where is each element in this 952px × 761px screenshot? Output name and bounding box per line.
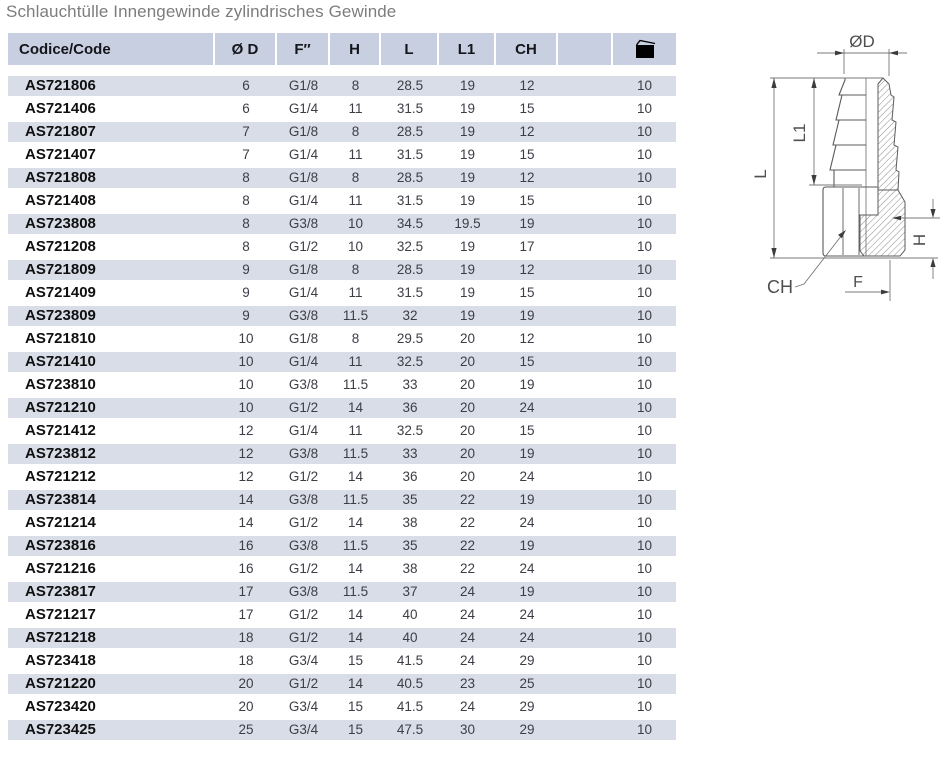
cell-l1: 20 — [459, 400, 476, 415]
table-row — [8, 76, 676, 96]
header-l1: L1 — [439, 33, 496, 65]
cell-h: 14 — [347, 607, 364, 622]
table-row — [8, 260, 676, 280]
cell-l1: 19 — [459, 78, 476, 93]
cell-qty: 10 — [636, 308, 653, 323]
cell-l1: 19 — [459, 124, 476, 139]
cell-l: 35 — [402, 538, 418, 553]
cell-d: 9 — [242, 285, 250, 300]
cell-code: AS723809 — [25, 307, 96, 324]
cell-qty: 10 — [636, 607, 653, 622]
cell-h: 11 — [348, 147, 363, 162]
cell-code: AS721406 — [25, 100, 96, 117]
table-row — [8, 421, 676, 441]
cell-code: AS721410 — [25, 353, 96, 370]
cell-l1: 19 — [459, 193, 476, 208]
header-thread: F″ — [277, 33, 330, 65]
cell-qty: 10 — [636, 492, 653, 507]
cell-qty: 10 — [636, 630, 653, 645]
cell-l: 28.5 — [396, 170, 424, 185]
cell-code: AS721217 — [25, 606, 96, 623]
cell-qty: 10 — [636, 653, 653, 668]
cell-qty: 10 — [636, 699, 653, 714]
cell-f: G3/8 — [288, 308, 319, 323]
cell-qty: 10 — [636, 216, 653, 231]
cell-qty: 10 — [636, 584, 653, 599]
cell-ch: 15 — [519, 423, 535, 438]
cell-qty: 10 — [636, 331, 653, 346]
cell-l: 40 — [402, 607, 418, 622]
cell-l1: 24 — [459, 699, 476, 714]
dimension-table — [8, 33, 676, 743]
cell-ch: 19 — [519, 492, 535, 507]
cell-code: AS721214 — [25, 514, 96, 531]
cell-code: AS721218 — [25, 629, 96, 646]
table-row — [8, 697, 676, 717]
cell-code: AS723812 — [25, 445, 96, 462]
cell-d: 16 — [238, 538, 254, 553]
cell-f: G1/2 — [288, 515, 319, 530]
cell-d: 17 — [238, 607, 254, 622]
cell-f: G1/8 — [288, 124, 319, 139]
cell-ch: 24 — [519, 469, 535, 484]
cell-d: 16 — [238, 561, 254, 576]
cell-qty: 10 — [636, 561, 653, 576]
cell-d: 25 — [238, 722, 254, 737]
cell-code: AS723816 — [25, 537, 96, 554]
cell-code: AS721409 — [25, 284, 96, 301]
cell-l1: 24 — [459, 630, 476, 645]
cell-code: AS721408 — [25, 192, 96, 209]
cell-f: G1/4 — [288, 193, 319, 208]
cell-d: 8 — [242, 216, 250, 231]
table-row — [8, 191, 676, 211]
cell-d: 18 — [238, 630, 254, 645]
cell-ch: 15 — [519, 147, 535, 162]
dim-label-l1: L1 — [790, 123, 809, 143]
table-row — [8, 467, 676, 487]
cell-code: AS723817 — [25, 583, 96, 600]
cell-code: AS721806 — [25, 77, 96, 94]
cell-l1: 19 — [459, 147, 476, 162]
cell-l: 31.5 — [396, 101, 424, 116]
cell-l1: 19 — [459, 262, 476, 277]
cell-l: 31.5 — [396, 193, 424, 208]
cell-l1: 19 — [459, 285, 476, 300]
cell-ch: 15 — [519, 101, 535, 116]
cell-qty: 10 — [636, 377, 653, 392]
table-row — [8, 605, 676, 625]
cell-l: 41.5 — [396, 699, 424, 714]
cell-qty: 10 — [636, 722, 653, 737]
cell-h: 11 — [348, 193, 363, 208]
cell-f: G1/2 — [288, 469, 319, 484]
carton-box-icon — [632, 38, 658, 60]
cell-ch: 12 — [519, 78, 535, 93]
cell-l1: 22 — [459, 492, 476, 507]
header-packaging — [613, 33, 676, 65]
cell-f: G1/4 — [288, 423, 319, 438]
cell-d: 14 — [238, 492, 254, 507]
cell-d: 10 — [238, 354, 254, 369]
cell-h: 15 — [347, 653, 364, 668]
cell-l1: 22 — [459, 538, 476, 553]
table-row — [8, 651, 676, 671]
cell-d: 12 — [238, 469, 254, 484]
cell-ch: 15 — [519, 354, 535, 369]
cell-d: 7 — [242, 124, 250, 139]
cell-h: 10 — [347, 216, 364, 231]
cell-qty: 10 — [636, 446, 653, 461]
cell-h: 11.5 — [342, 584, 369, 599]
cell-l: 31.5 — [396, 147, 424, 162]
cell-ch: 19 — [519, 377, 535, 392]
cell-qty: 10 — [636, 469, 653, 484]
cell-h: 15 — [347, 722, 364, 737]
cell-ch: 12 — [519, 331, 535, 346]
table-row — [8, 444, 676, 464]
cell-l1: 20 — [459, 446, 476, 461]
cell-h: 14 — [347, 561, 364, 576]
table-row — [8, 214, 676, 234]
cell-d: 8 — [242, 239, 250, 254]
technical-drawing — [742, 0, 952, 310]
table-row — [8, 720, 676, 740]
cell-l: 32.5 — [396, 239, 424, 254]
cell-f: G3/4 — [288, 699, 319, 714]
cell-d: 20 — [238, 699, 254, 714]
cell-ch: 19 — [519, 308, 535, 323]
table-row — [8, 122, 676, 142]
cell-l: 31.5 — [396, 285, 424, 300]
cell-qty: 10 — [636, 400, 653, 415]
table-row — [8, 559, 676, 579]
cell-code: AS721808 — [25, 169, 96, 186]
header-code: Codice/Code — [8, 33, 215, 65]
cell-h: 11 — [348, 354, 363, 369]
cell-ch: 15 — [519, 193, 535, 208]
cell-l1: 20 — [459, 354, 476, 369]
cell-h: 14 — [347, 469, 364, 484]
cell-d: 18 — [238, 653, 254, 668]
cell-code: AS721210 — [25, 399, 96, 416]
cell-f: G1/2 — [288, 239, 319, 254]
cell-h: 10 — [347, 239, 364, 254]
table-row — [8, 536, 676, 556]
table-row — [8, 306, 676, 326]
dim-label-l: L — [751, 169, 770, 179]
cell-code: AS721212 — [25, 468, 96, 485]
table-body — [8, 76, 676, 740]
cell-h: 11.5 — [342, 492, 369, 507]
cell-h: 8 — [351, 124, 360, 139]
dim-label-h: H — [910, 233, 929, 247]
cell-l: 40 — [402, 630, 418, 645]
cell-code: AS721412 — [25, 422, 96, 439]
cell-ch: 17 — [519, 239, 535, 254]
table-row — [8, 375, 676, 395]
cell-h: 8 — [351, 331, 360, 346]
cell-ch: 29 — [519, 653, 535, 668]
cell-d: 12 — [238, 423, 254, 438]
cell-code: AS721220 — [25, 675, 96, 692]
cell-h: 8 — [351, 262, 360, 277]
cell-d: 7 — [242, 147, 250, 162]
cell-f: G3/8 — [288, 584, 319, 599]
cell-h: 11 — [348, 423, 363, 438]
cell-qty: 10 — [636, 354, 653, 369]
table-row — [8, 237, 676, 257]
cell-qty: 10 — [636, 676, 653, 691]
cell-qty: 10 — [636, 170, 653, 185]
cell-qty: 10 — [636, 423, 653, 438]
cell-f: G3/8 — [288, 492, 319, 507]
cell-qty: 10 — [636, 538, 653, 553]
cell-code: AS721407 — [25, 146, 96, 163]
cell-h: 11.5 — [342, 308, 369, 323]
page-title: Schlauchtülle Innengewinde zylindrisches Gewinde — [6, 2, 397, 21]
cell-l: 38 — [402, 561, 418, 576]
thread-section-hatch — [860, 190, 905, 256]
cell-l1: 19 — [459, 170, 476, 185]
cell-f: G3/8 — [288, 538, 319, 553]
cell-f: G1/4 — [288, 147, 319, 162]
cell-qty: 10 — [636, 515, 653, 530]
header-h: H — [330, 33, 381, 65]
cell-l1: 19 — [459, 239, 476, 254]
cell-code: AS721807 — [25, 123, 96, 140]
cell-l: 28.5 — [396, 78, 424, 93]
cell-f: G1/2 — [288, 607, 319, 622]
cell-l: 28.5 — [396, 124, 424, 139]
cell-d: 20 — [238, 676, 254, 691]
cell-code: AS723808 — [25, 215, 96, 232]
cell-l: 32.5 — [396, 423, 424, 438]
cell-h: 14 — [347, 400, 364, 415]
cell-l: 34.5 — [396, 216, 424, 231]
cell-d: 10 — [238, 400, 254, 415]
cell-d: 12 — [238, 446, 254, 461]
cell-l: 37 — [402, 584, 418, 599]
cell-f: G1/4 — [288, 285, 319, 300]
table-row — [8, 398, 676, 418]
cell-l: 32 — [402, 308, 418, 323]
cell-f: G1/4 — [288, 101, 319, 116]
cell-ch: 24 — [519, 400, 535, 415]
cell-code: AS721216 — [25, 560, 96, 577]
cell-qty: 10 — [636, 239, 653, 254]
cell-l: 38 — [402, 515, 418, 530]
cell-l1: 22 — [459, 561, 476, 576]
cell-code: AS723420 — [25, 698, 96, 715]
cell-l1: 20 — [459, 423, 476, 438]
cell-ch: 19 — [519, 538, 535, 553]
cell-d: 6 — [242, 78, 250, 93]
cell-l1: 20 — [459, 331, 476, 346]
cell-f: G3/8 — [288, 377, 319, 392]
cell-h: 11.5 — [342, 446, 369, 461]
cell-f: G3/4 — [288, 722, 319, 737]
dim-label-od: ØD — [849, 32, 875, 51]
table-row — [8, 513, 676, 533]
cell-h: 15 — [347, 699, 364, 714]
table-row — [8, 283, 676, 303]
table-header-row — [8, 33, 676, 65]
cell-qty: 10 — [636, 101, 653, 116]
cell-f: G1/8 — [288, 170, 319, 185]
cell-ch: 12 — [519, 124, 535, 139]
cell-qty: 10 — [636, 147, 653, 162]
cell-l: 41.5 — [396, 653, 424, 668]
cell-h: 11 — [348, 285, 363, 300]
header-empty — [558, 33, 613, 65]
cell-h: 8 — [351, 170, 360, 185]
cell-ch: 29 — [519, 699, 535, 714]
cell-d: 8 — [242, 193, 250, 208]
cell-ch: 19 — [519, 584, 535, 599]
cell-qty: 10 — [636, 193, 653, 208]
cell-d: 10 — [238, 331, 254, 346]
cell-ch: 19 — [519, 216, 535, 231]
cell-f: G1/8 — [288, 331, 319, 346]
cell-f: G1/2 — [288, 561, 319, 576]
cell-ch: 24 — [519, 515, 535, 530]
cell-ch: 15 — [519, 285, 535, 300]
cell-qty: 10 — [636, 78, 653, 93]
cell-l1: 24 — [459, 653, 476, 668]
cell-ch: 24 — [519, 561, 535, 576]
cell-l: 40.5 — [396, 676, 424, 691]
cell-code: AS723814 — [25, 491, 96, 508]
cell-qty: 10 — [636, 124, 653, 139]
cell-d: 9 — [242, 308, 250, 323]
cell-l: 28.5 — [396, 262, 424, 277]
table-row — [8, 352, 676, 372]
cell-l: 47.5 — [396, 722, 424, 737]
cell-f: G3/8 — [288, 216, 319, 231]
cell-h: 14 — [347, 630, 364, 645]
cell-l: 36 — [402, 469, 418, 484]
cell-code: AS721208 — [25, 238, 96, 255]
cell-ch: 24 — [519, 630, 535, 645]
cell-l1: 20 — [459, 469, 476, 484]
cell-h: 14 — [347, 676, 364, 691]
cell-h: 8 — [351, 78, 360, 93]
cell-l: 35 — [402, 492, 418, 507]
cell-l1: 20 — [459, 377, 476, 392]
cell-l1: 19.5 — [454, 216, 481, 231]
cell-f: G1/2 — [288, 676, 319, 691]
cell-f: G1/4 — [288, 354, 319, 369]
table-row — [8, 628, 676, 648]
cell-l: 29.5 — [396, 331, 424, 346]
cell-l: 32.5 — [396, 354, 424, 369]
table-row — [8, 145, 676, 165]
cell-d: 8 — [242, 170, 250, 185]
cell-d: 9 — [242, 262, 250, 277]
cell-h: 14 — [347, 515, 364, 530]
cell-d: 6 — [242, 101, 250, 116]
cell-f: G1/8 — [288, 262, 319, 277]
cell-code: AS721810 — [25, 330, 96, 347]
cell-f: G3/4 — [288, 653, 319, 668]
cell-code: AS723810 — [25, 376, 96, 393]
barb-section-hatch — [878, 78, 899, 190]
cell-l1: 24 — [459, 607, 476, 622]
dim-label-ch: CH — [767, 277, 793, 297]
cell-f: G1/2 — [288, 400, 319, 415]
cell-code: AS721809 — [25, 261, 96, 278]
cell-ch: 24 — [519, 607, 535, 622]
cell-l: 33 — [402, 446, 418, 461]
cell-l1: 19 — [459, 308, 476, 323]
cell-qty: 10 — [636, 262, 653, 277]
cell-ch: 25 — [519, 676, 535, 691]
cell-d: 14 — [238, 515, 254, 530]
cell-ch: 19 — [519, 446, 535, 461]
cell-f: G3/8 — [288, 446, 319, 461]
cell-h: 11.5 — [342, 538, 369, 553]
cell-ch: 12 — [519, 262, 535, 277]
cell-h: 11.5 — [342, 377, 369, 392]
cell-ch: 12 — [519, 170, 535, 185]
cell-l1: 23 — [459, 676, 476, 691]
ch-leader-line — [795, 235, 842, 287]
cell-l1: 30 — [459, 722, 476, 737]
cell-f: G1/2 — [288, 630, 319, 645]
table-row — [8, 674, 676, 694]
cell-code: AS723418 — [25, 652, 96, 669]
cell-d: 17 — [238, 584, 254, 599]
cell-l: 33 — [402, 377, 418, 392]
cell-qty: 10 — [636, 285, 653, 300]
header-l: L — [381, 33, 439, 65]
cell-d: 10 — [238, 377, 254, 392]
table-row — [8, 99, 676, 119]
cell-h: 11 — [348, 101, 363, 116]
table-row — [8, 490, 676, 510]
barb-profile — [830, 78, 845, 187]
cell-code: AS723425 — [25, 721, 96, 738]
cell-f: G1/8 — [288, 78, 319, 93]
cell-l1: 19 — [459, 101, 476, 116]
table-row — [8, 329, 676, 349]
cell-l1: 24 — [459, 584, 476, 599]
table-row — [8, 168, 676, 188]
header-ch: CH — [496, 33, 558, 65]
header-diameter: Ø D — [215, 33, 277, 65]
dim-label-f: F — [853, 274, 863, 291]
cell-l1: 22 — [459, 515, 476, 530]
cell-ch: 29 — [519, 722, 535, 737]
cell-l: 36 — [402, 400, 418, 415]
table-row — [8, 582, 676, 602]
